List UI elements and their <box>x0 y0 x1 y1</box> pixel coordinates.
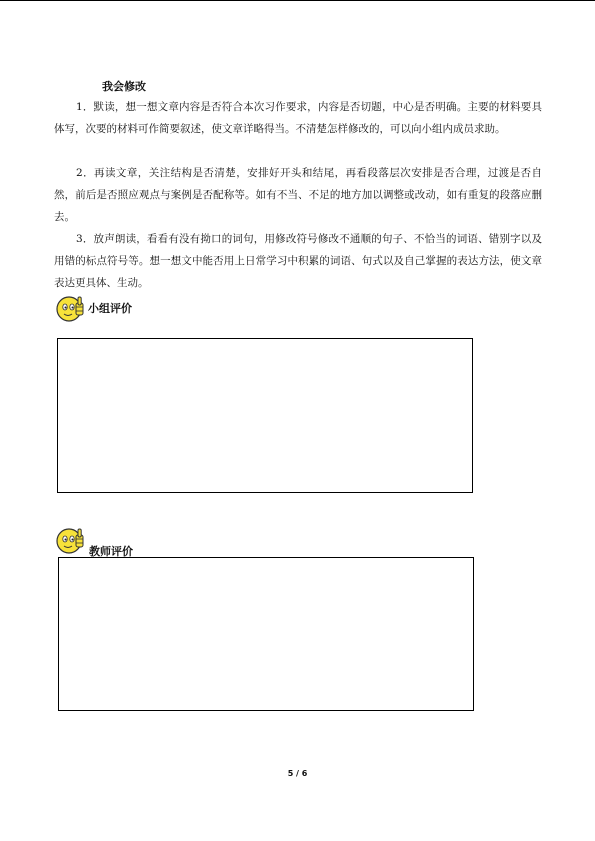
group-evaluation-label: 小组评价 <box>88 302 132 315</box>
section-title: 我会修改 <box>102 80 146 93</box>
thumbs-up-smiley-icon <box>55 293 85 323</box>
instruction-paragraph-3: 3．放声朗读，看看有没有拗口的词句，用修改符号修改不通顺的句子、不恰当的词语、错别字以及用错的标点符号等。想一想文中能否用上日常学习中积累的词语、句式以及自己掌握的表达方法，使文章表达更具体、生动。 <box>54 233 542 289</box>
page-number: 5 / 6 <box>287 769 308 778</box>
header-rule <box>0 0 595 1</box>
thumbs-up-smiley-icon <box>55 525 85 555</box>
teacher-evaluation-box[interactable] <box>58 557 474 711</box>
teacher-evaluation-label: 教师评价 <box>89 545 133 558</box>
instruction-paragraph-2: 2．再读文章，关注结构是否清楚，安排好开头和结尾，再看段落层次安排是否合理，过渡是否自然，前后是否照应观点与案例是否配称等。如有不当、不足的地方加以调整或改动，如有重复的段落应删去。 <box>54 167 542 223</box>
instruction-paragraph-1: 1．默读，想一想文章内容是否符合本次习作要求，内容是否切题，中心是否明确。主要的材料要具体写，次要的材料可作简要叙述，使文章详略得当。不清楚怎样修改的，可以向小组内成员求助。 <box>54 101 542 135</box>
group-evaluation-box[interactable] <box>57 338 473 493</box>
